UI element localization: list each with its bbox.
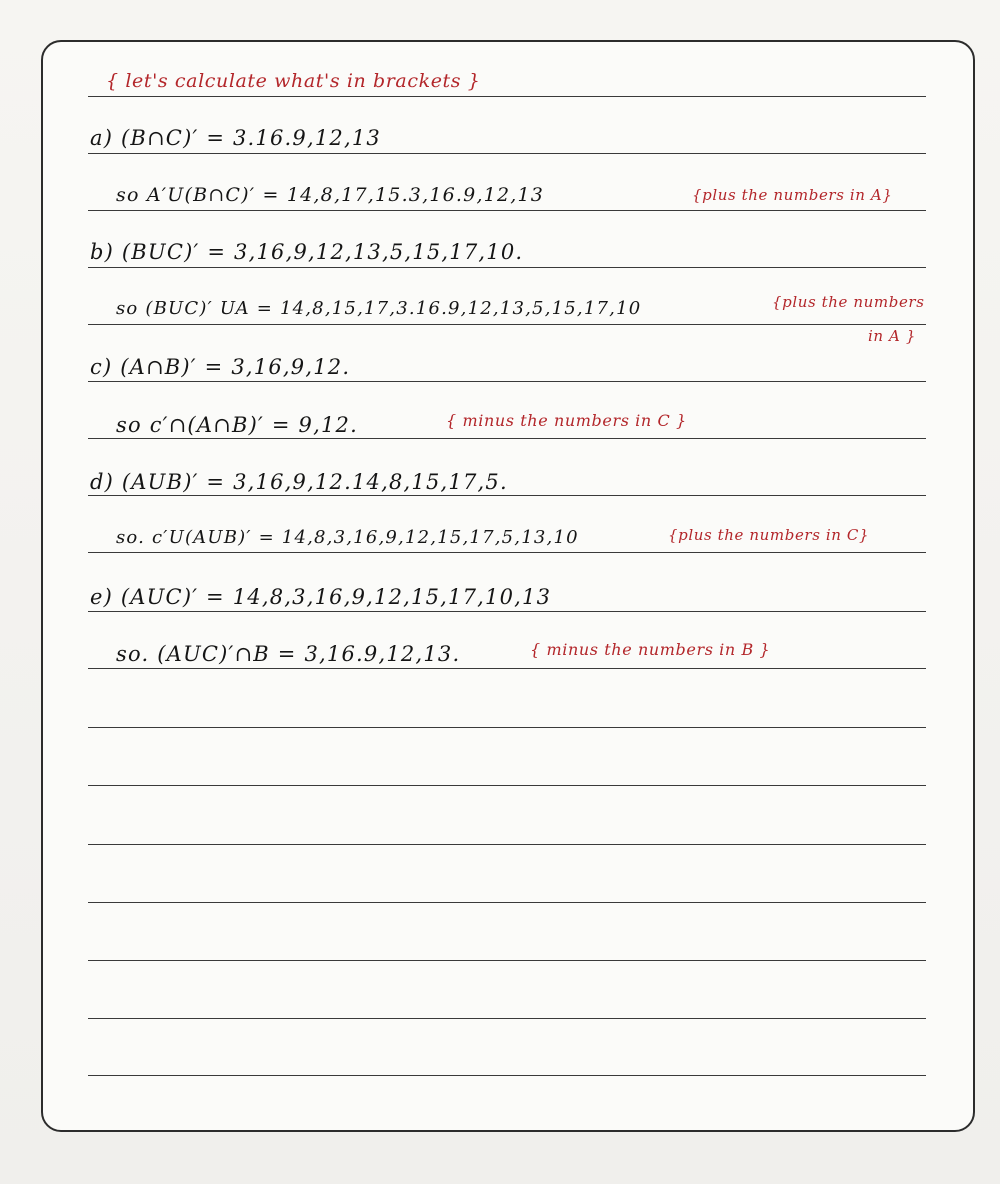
ruled-line <box>88 902 926 903</box>
ruled-line <box>88 668 926 669</box>
answer-c-note: { minus the numbers in C } <box>446 411 687 430</box>
answer-b-note: {plus the numbers <box>772 293 925 311</box>
ruled-line <box>88 495 926 496</box>
answer-d-note: {plus the numbers in C} <box>668 526 870 544</box>
answer-a-so: so A′U(B∩C)′ = 14,8,17,15.3,16.9,12,13 <box>116 184 545 206</box>
ruled-line <box>88 1018 926 1019</box>
ruled-line <box>88 960 926 961</box>
ruled-line <box>88 611 926 612</box>
answer-b-so: so (BUC)′ UA = 14,8,15,17,3.16.9,12,13,5,15,17,10 <box>116 298 642 319</box>
ruled-line <box>88 153 926 154</box>
ruled-line <box>88 324 926 325</box>
answer-e-note: { minus the numbers in B } <box>530 640 771 659</box>
ruled-line <box>88 381 926 382</box>
ruled-line <box>88 210 926 211</box>
answer-d-so: so. c′U(AUB)′ = 14,8,3,16,9,12,15,17,5,13,10 <box>116 527 579 548</box>
ruled-line <box>88 552 926 553</box>
answer-e: e) (AUC)′ = 14,8,3,16,9,12,15,17,10,13 <box>90 585 552 609</box>
answer-d: d) (AUB)′ = 3,16,9,12.14,8,15,17,5. <box>90 470 508 494</box>
ruled-line <box>88 785 926 786</box>
ruled-line <box>88 438 926 439</box>
answer-b: b) (BUC)′ = 3,16,9,12,13,5,15,17,10. <box>90 240 524 264</box>
ruled-line <box>88 727 926 728</box>
ruled-line <box>88 1075 926 1076</box>
ruled-line <box>88 96 926 97</box>
answer-e-so: so. (AUC)′∩B = 3,16.9,12,13. <box>116 642 461 666</box>
intro-note: { let's calculate what's in brackets } <box>106 70 481 92</box>
answer-c-so: so c′∩(A∩B)′ = 9,12. <box>116 413 358 437</box>
answer-c: c) (A∩B)′ = 3,16,9,12. <box>90 355 351 379</box>
ruled-line <box>88 267 926 268</box>
answer-a-note: {plus the numbers in A} <box>692 186 893 204</box>
ruled-line <box>88 844 926 845</box>
answer-a: a) (B∩C)′ = 3.16.9,12,13 <box>90 126 381 150</box>
answer-b-note-cont: in A } <box>868 327 916 345</box>
